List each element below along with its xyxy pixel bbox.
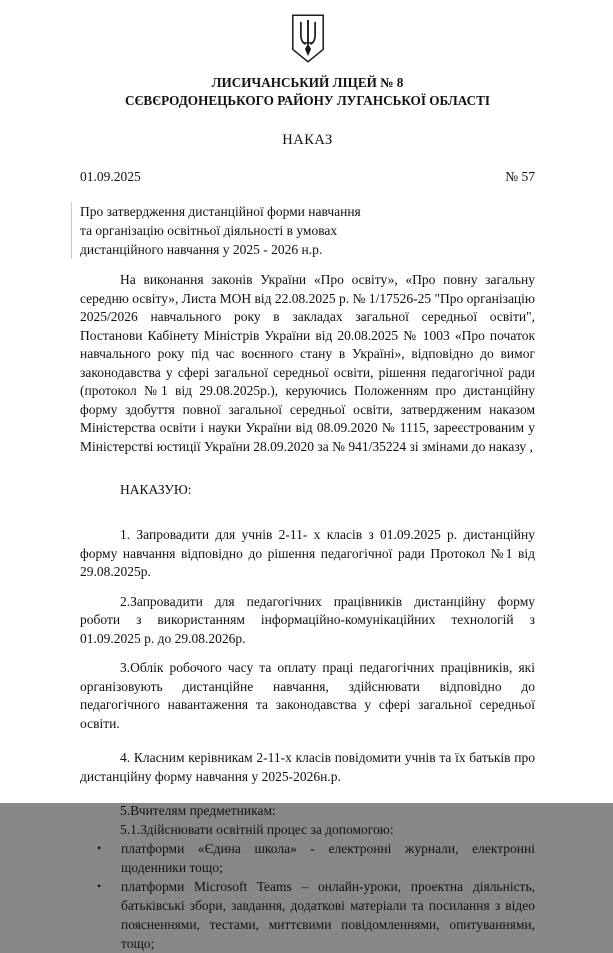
order-item-2: 2.Запровадити для педагогічних працівників дистанційну форму роботи з використанням інформаційно-комунікаційних технологій з 01.09.2025 р. до 29.08.2026р. <box>80 593 535 646</box>
order-item-4: 4. Класним керівникам 2-11-х класів повідомити учнів та їх батьків про дистанційну форму навчання у 2025-2026н.р. <box>80 750 535 784</box>
order-item-3: 3.Облік робочого часу та оплату праці педагогічних працівників, які організовують дистанційне навчання, здійснювати відповідно до педагогічного навантаження та законодавства у сфері загальної середньої освіти. <box>80 660 535 731</box>
ukraine-trident-icon <box>289 53 327 68</box>
order-item-5: 5.Вчителям предметникам: <box>120 803 276 818</box>
document-date: 01.09.2025 <box>80 169 141 184</box>
order-item-1: 1. Запровадити для учнів 2-11- х класів з 01.09.2025 р. дистанційну форму навчання відповідно до рішення педагогічної ради Протокол №1 від 29.08.2025р. <box>80 527 535 579</box>
organization-name <box>80 74 535 110</box>
preamble-paragraph: На виконання законів України «Про освіту», «Про повну загальну середню освіту», Листа МОН від 22.08.2025 р. № 1/17526-25 "Про організацію 2025/2026 навчального року в закладах загальної середньої освіти", Постанови Кабінету Міністрів України від 20.08.2025 № 1003 «Про початок навчального року під час воєнного стану в Україні», відповідно до вимог законодавства у сфері загальної середньої освіти, рішення педагогічної ради (протокол №1 від 29.08.2025р.), керуючись Положенням про дистанційну форму здобуття повної загальної середньої освіти, затвердженим наказом Міністерства освіти і науки України від 08.09.2020 № 1115, зареєстрованим у Міністерстві юстиції України 28.09.2020 за № 941/35224 зі змінами до наказу , <box>80 272 535 454</box>
bullet-marker-icon: • <box>97 879 102 893</box>
order-heading: НАКАЗУЮ: <box>120 482 192 497</box>
date-number-row <box>80 169 535 185</box>
bullet-item-2 <box>80 877 535 953</box>
document-number: № 57 <box>505 169 535 184</box>
document-type-title: НАКАЗ <box>282 132 333 148</box>
subject-block <box>71 202 401 259</box>
bullet-item-1-text: платформи «Єдина школа» - електронні журнали, електронні щоденники тощо; <box>121 841 535 875</box>
organization-name-line1: ЛИСИЧАНСЬКИЙ ЛІЦЕЙ № 8 <box>211 75 404 90</box>
subject-line-1: Про затвердження дистанційної форми навчання <box>80 204 361 219</box>
bullet-item-2-text: платформи Microsoft Teams – онлайн-уроки, проектна діяльність, батьківські збори, завдання, додаткові матеріали та посилання з відео поясненнями, тестами, миттєвими повідомленнями, опитуваннями, тощо; <box>121 879 535 951</box>
subject-line-3: дистанційного навчання у 2025 - 2026 н.р. <box>80 242 323 257</box>
bullet-item-1 <box>80 839 535 877</box>
organization-name-line2: СЄВЄРОДОНЕЦЬКОГО РАЙОНУ ЛУГАНСЬКОЇ ОБЛАСТІ <box>124 93 491 108</box>
order-item-5-1: 5.1.Здійснювати освітній процес за допомогою: <box>120 821 394 837</box>
subject-line-2: та організацію освітньої діяльності в умовах <box>80 223 338 238</box>
emblem-container <box>80 13 535 67</box>
bullet-marker-icon: • <box>97 841 102 855</box>
